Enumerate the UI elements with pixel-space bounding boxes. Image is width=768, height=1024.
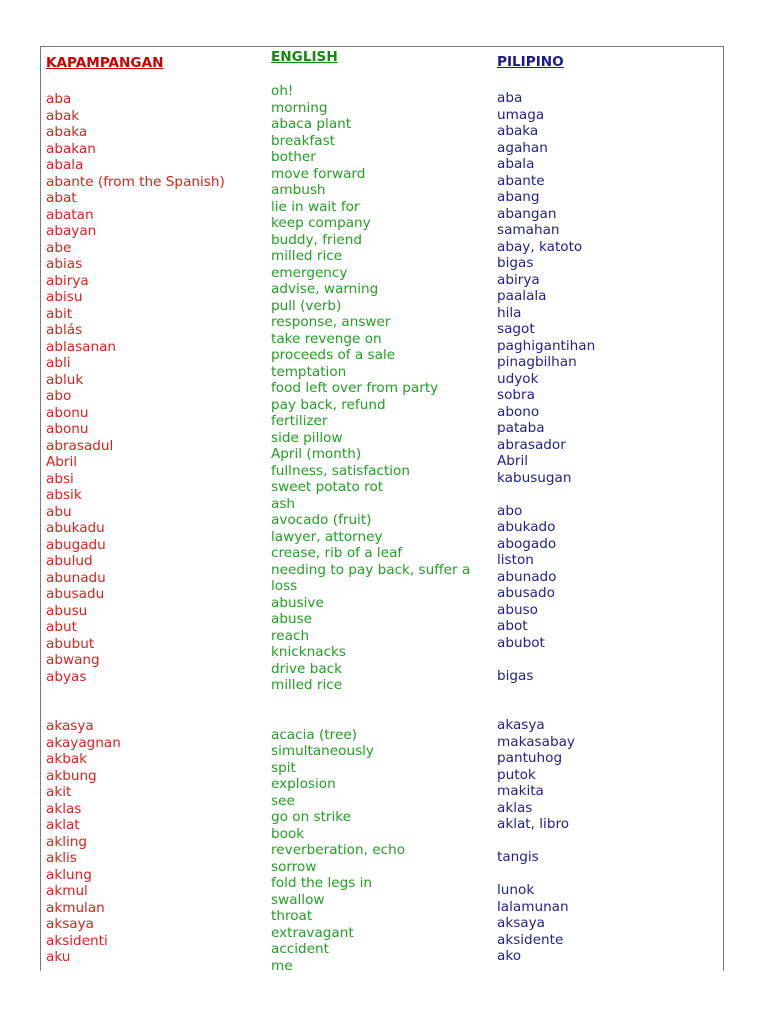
pilipino-entry: abogado: [497, 535, 557, 552]
pilipino-entry: Abril: [497, 453, 529, 469]
pilipino-entry: lalamunan: [497, 898, 569, 915]
english-entry: extravagant: [271, 924, 354, 941]
english-entry: fullness, satisfaction: [271, 462, 410, 479]
pilipino-entry: [497, 651, 595, 668]
kapampangan-entry: Abril: [46, 454, 78, 470]
pilipino-entry: abang: [497, 189, 540, 205]
english-entry: see: [271, 792, 295, 809]
kapampangan-entry: akling: [46, 833, 88, 850]
pilipino-entry: abo: [497, 502, 523, 519]
kapampangan-entry: aklung: [46, 866, 92, 883]
english-entry: crease, rib of a leaf: [271, 545, 403, 561]
english-entry: fold the legs in: [271, 875, 373, 891]
english-entry: temptation: [271, 363, 347, 380]
english-entry: avocado (fruit): [271, 512, 372, 528]
kapampangan-entry: ablás: [46, 322, 83, 338]
english-entry: knicknacks: [271, 644, 346, 660]
english-entry: me: [271, 957, 293, 974]
pilipino-entry: abay, katoto: [497, 238, 583, 255]
english-entry: food left over from party: [271, 380, 439, 396]
pilipino-entry: bigas: [497, 667, 534, 684]
kapampangan-entry: abat: [46, 190, 77, 206]
pilipino-entry: tangis: [497, 849, 539, 865]
english-entry: buddy, friend: [271, 231, 362, 248]
kapampangan-entry: abyas: [46, 668, 87, 685]
kapampangan-entry: abit: [46, 305, 73, 322]
kapampangan-entry: abayan: [46, 223, 97, 239]
pilipino-entry: ako: [497, 948, 522, 964]
pilipino-entry: [497, 486, 595, 503]
pilipino-entry: makasabay: [497, 733, 575, 750]
pilipino-entry: abaka: [497, 123, 539, 139]
kapampangan-entry: abulud: [46, 553, 93, 569]
english-entry: ambush: [271, 182, 326, 198]
kapampangan-entry: akit: [46, 784, 72, 800]
kapampangan-entry: abias: [46, 256, 83, 272]
kapampangan-entry: abu: [46, 503, 72, 520]
kapampangan-entry: aklis: [46, 850, 77, 866]
kapampangan-entry: abusadu: [46, 586, 105, 602]
pilipino-entry: paghigantihan: [497, 337, 596, 354]
english-entry: needing to pay back, suffer a: [271, 561, 471, 578]
pilipino-entry: abusado: [497, 585, 555, 601]
english-entry: throat: [271, 908, 313, 924]
pilipino-entry: kabusugan: [497, 469, 572, 486]
english-entry: lie in wait for: [271, 198, 360, 215]
english-header: ENGLISH: [271, 49, 338, 65]
english-entry: abusive: [271, 594, 324, 611]
english-entry: [271, 710, 470, 727]
dictionary-table: [40, 46, 724, 974]
english-entry: advise, warning: [271, 281, 379, 297]
english-entry: simultaneously: [271, 743, 374, 759]
kapampangan-entry: abirya: [46, 272, 89, 289]
pilipino-entry: samahan: [497, 222, 560, 238]
english-entry: [271, 694, 470, 711]
english-entry: fertilizer: [271, 413, 328, 429]
english-entry: drive back: [271, 660, 343, 677]
pilipino-entry: abrasador: [497, 436, 566, 453]
kapampangan-entry: aku: [46, 949, 71, 965]
pilipino-entry: [497, 684, 595, 701]
pilipino-entry: sobra: [497, 387, 535, 403]
pilipino-entry: abala: [497, 156, 535, 172]
pilipino-entry: akasya: [497, 717, 545, 733]
kapampangan-entry: abe: [46, 239, 72, 256]
kapampangan-entry: abak: [46, 107, 80, 124]
pilipino-entry: [497, 833, 595, 850]
english-entry: explosion: [271, 776, 336, 792]
kapampangan-entry: absi: [46, 470, 74, 487]
english-entry: April (month): [271, 446, 362, 462]
kapampangan-entry: abusu: [46, 602, 88, 619]
pilipino-entry: abuso: [497, 601, 538, 618]
pilipino-entry: abangan: [497, 205, 557, 222]
pilipino-entry: putok: [497, 766, 536, 783]
kapampangan-entry: abante (from the Spanish): [46, 173, 225, 190]
kapampangan-entry: abukadu: [46, 520, 105, 536]
english-entry: swallow: [271, 891, 325, 908]
kapampangan-entry: abo: [46, 388, 72, 404]
kapampangan-entry: abala: [46, 157, 84, 173]
kapampangan-entry: abonu: [46, 421, 89, 437]
pilipino-entry: aksaya: [497, 915, 545, 931]
kapampangan-entry: abubut: [46, 635, 95, 652]
kapampangan-entry: absik: [46, 487, 82, 503]
pilipino-entry: abirya: [497, 271, 540, 288]
english-entry: milled rice: [271, 677, 343, 693]
english-entry: breakfast: [271, 132, 336, 149]
kapampangan-entry: abli: [46, 355, 71, 371]
english-entry: move forward: [271, 165, 366, 182]
kapampangan-entry: [46, 685, 225, 702]
english-entry: oh!: [271, 83, 294, 99]
pilipino-entry: sagot: [497, 321, 535, 337]
kapampangan-entry: aklas: [46, 800, 82, 817]
pilipino-entry: abot: [497, 618, 528, 634]
kapampangan-entry: abrasadul: [46, 437, 114, 454]
english-entry: pay back, refund: [271, 396, 386, 413]
pilipino-entry: bigas: [497, 255, 534, 271]
english-entry: sorrow: [271, 858, 317, 875]
kapampangan-entry: akbak: [46, 751, 88, 767]
english-entry: bother: [271, 149, 316, 165]
kapampangan-entry: abwang: [46, 652, 100, 668]
pilipino-entry: aklas: [497, 799, 533, 816]
kapampangan-entry: abluk: [46, 371, 84, 388]
kapampangan-entry: akmulan: [46, 899, 105, 916]
english-entry: take revenge on: [271, 330, 382, 347]
english-entry: abuse: [271, 611, 313, 627]
kapampangan-entry: aba: [46, 91, 72, 107]
kapampangan-entry: [46, 702, 225, 719]
english-entry: keep company: [271, 215, 371, 231]
pilipino-entry: paalala: [497, 288, 547, 304]
kapampangan-entry: ablasanan: [46, 338, 117, 355]
kapampangan-entry: abugadu: [46, 536, 106, 553]
kapampangan-entry: aksaya: [46, 916, 94, 932]
pilipino-entry: liston: [497, 552, 534, 568]
english-entry: sweet potato rot: [271, 479, 384, 495]
kapampangan-entry: abakan: [46, 140, 96, 157]
english-entry: response, answer: [271, 314, 391, 330]
kapampangan-entry: abut: [46, 619, 77, 635]
english-entry: book: [271, 825, 305, 842]
pilipino-column: [497, 90, 595, 965]
english-entry: milled rice: [271, 248, 343, 264]
pilipino-entry: abunado: [497, 568, 557, 585]
kapampangan-header: KAPAMPANGAN: [46, 55, 164, 71]
kapampangan-entry: aksidenti: [46, 932, 108, 949]
pilipino-entry: [497, 866, 595, 883]
pilipino-entry: umaga: [497, 106, 545, 123]
english-entry: side pillow: [271, 429, 343, 446]
kapampangan-entry: abunadu: [46, 569, 106, 586]
pilipino-entry: abukado: [497, 519, 556, 535]
pilipino-entry: abante: [497, 172, 545, 189]
kapampangan-entry: abatan: [46, 206, 94, 223]
pilipino-entry: aba: [497, 90, 523, 106]
english-entry: proceeds of a sale: [271, 347, 396, 363]
pilipino-entry: abubot: [497, 634, 545, 651]
pilipino-entry: agahan: [497, 139, 548, 156]
english-entry: pull (verb): [271, 297, 342, 314]
pilipino-entry: aklat, libro: [497, 816, 570, 832]
pilipino-entry: makita: [497, 783, 544, 799]
kapampangan-entry: abisu: [46, 289, 83, 305]
english-entry: reverberation, echo: [271, 842, 406, 858]
english-entry: acacia (tree): [271, 726, 357, 743]
english-entry: abaca plant: [271, 116, 352, 132]
kapampangan-entry: akbung: [46, 767, 97, 784]
pilipino-entry: aksidente: [497, 931, 564, 948]
kapampangan-column: [46, 91, 225, 966]
pilipino-entry: hila: [497, 304, 522, 321]
kapampangan-entry: akasya: [46, 718, 94, 734]
kapampangan-entry: akayagnan: [46, 734, 121, 751]
pilipino-entry: pinagbilhan: [497, 354, 577, 370]
pilipino-entry: pataba: [497, 420, 545, 436]
kapampangan-entry: akmul: [46, 883, 88, 899]
kapampangan-entry: abonu: [46, 404, 89, 421]
english-entry: emergency: [271, 264, 348, 281]
english-entry: lawyer, attorney: [271, 528, 383, 545]
english-column: [271, 83, 470, 974]
english-entry: reach: [271, 627, 310, 644]
kapampangan-entry: abaka: [46, 124, 88, 140]
english-entry: spit: [271, 759, 296, 776]
kapampangan-entry: aklat: [46, 817, 80, 833]
english-entry: loss: [271, 578, 298, 594]
pilipino-entry: lunok: [497, 882, 535, 898]
pilipino-entry: abono: [497, 403, 540, 420]
english-entry: morning: [271, 99, 328, 116]
pilipino-entry: udyok: [497, 370, 539, 387]
english-entry: accident: [271, 941, 329, 957]
pilipino-header: PILIPINO: [497, 54, 564, 70]
pilipino-entry: pantuhog: [497, 750, 563, 766]
pilipino-entry: [497, 701, 595, 718]
english-entry: go on strike: [271, 809, 352, 825]
english-entry: ash: [271, 495, 296, 512]
